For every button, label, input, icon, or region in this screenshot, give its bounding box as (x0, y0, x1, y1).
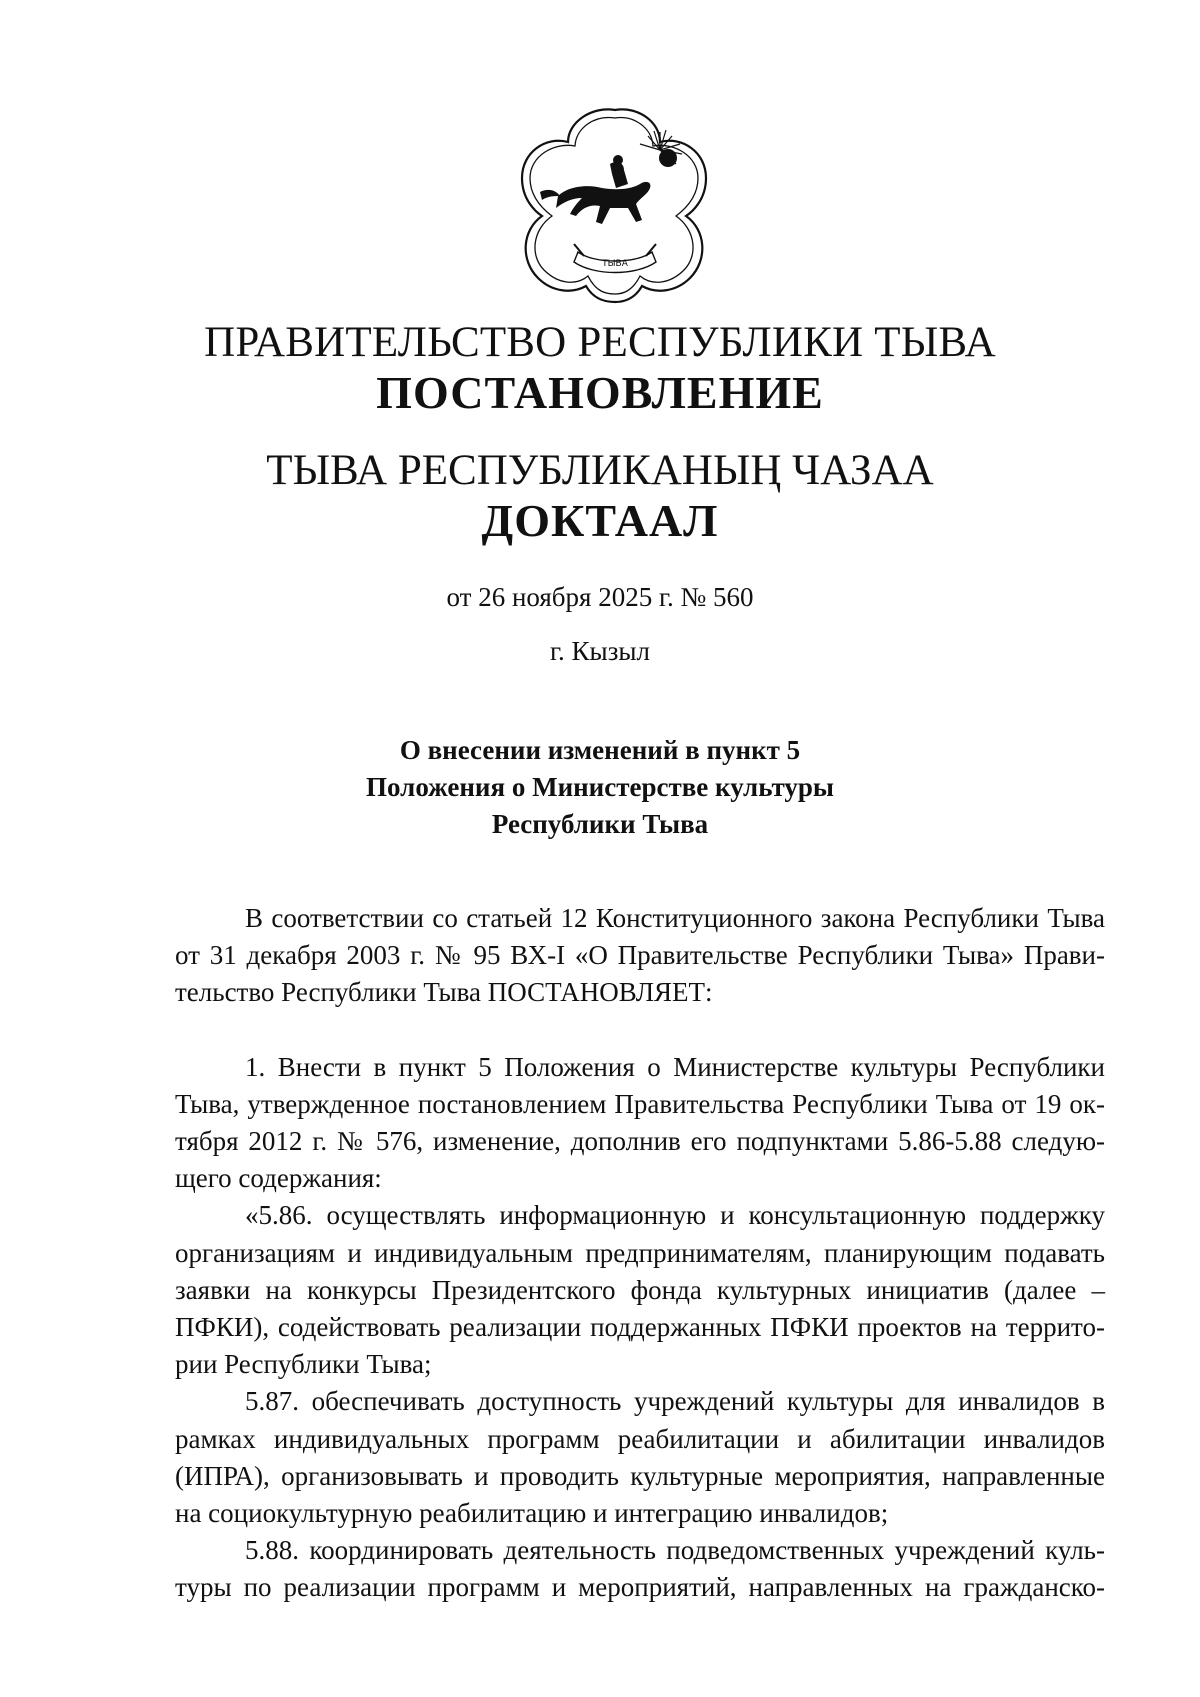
text-line: рии Республики Тыва; (175, 1349, 432, 1380)
act-type-tv: ДОКТААЛ (481, 495, 719, 546)
text-line: (ИПРА), организовывать и проводить культурные мероприятия, направленные (175, 1460, 1105, 1491)
text-line: на социокультурную реабилитацию и интеграцию инвалидов; (175, 1498, 889, 1529)
act-type-ru: ПОСТАНОВЛЕНИЕ (376, 367, 824, 418)
subitem-5-86-paragraph (175, 1197, 1105, 1383)
city: г. Кызыл (550, 636, 650, 666)
government-name-ru: ПРАВИТЕЛЬСТВО РЕСПУБЛИКИ ТЫВА (204, 319, 996, 366)
text-line: щего содержания: (175, 1163, 382, 1194)
text-line: туры по реализации программ и мероприятий, направленных на гражданско- (175, 1572, 1105, 1603)
preamble-paragraph (175, 900, 1105, 1012)
date-and-number: от 26 ноября 2025 г. № 560 (446, 582, 754, 612)
text-line: заявки на конкурсы Президентского фонда культурных инициатив (далее – (175, 1274, 1105, 1305)
text-line: организациям и индивидуальным предпринимателям, планирующим подавать (175, 1237, 1105, 1268)
text-line: «5.86. осуществлять информационную и консультационную поддержку (245, 1200, 1105, 1231)
text-line: Тыва, утвержденное постановлением Правительства Республики Тыва от 19 ок- (175, 1088, 1105, 1119)
text-line: тельство Республики Тыва ПОСТАНОВЛЯЕТ: (175, 977, 713, 1008)
title-line: О внесении изменений в пункт 5 (399, 735, 801, 765)
text-line: В соответствии со статьей 12 Конституционного закона Республики Тыва (245, 903, 1105, 933)
government-name-tv: ТЫВА РЕСПУБЛИКАНЫҢ ЧАЗАА (266, 447, 934, 494)
text-line: 1. Внести в пункт 5 Положения о Министерстве культуры Республики (245, 1051, 1105, 1082)
subitem-5-87-paragraph (175, 1383, 1105, 1532)
title-line: Республики Тыва (491, 809, 709, 839)
text-line: 5.88. координировать деятельность подведомственных учреждений куль- (245, 1535, 1105, 1566)
text-line: ПФКИ), содействовать реализации поддержанных ПФКИ проектов на террито- (175, 1312, 1105, 1343)
text-line: рамках индивидуальных программ реабилитации и абилитации инвалидов (175, 1423, 1105, 1454)
emblem-ribbon-text: ТЫВА (602, 259, 628, 269)
item-1-paragraph (175, 1049, 1105, 1198)
coat-of-arms-emblem (510, 104, 720, 304)
text-line: тября 2012 г. № 576, изменение, дополнив его подпунктами 5.86-5.88 следую- (175, 1126, 1105, 1157)
text-line: 5.87. обеспечивать доступность учреждений культуры для инвалидов в (245, 1386, 1105, 1417)
subitem-5-88-paragraph (175, 1532, 1105, 1606)
text-line: от 31 декабря 2003 г. № 95 ВХ-I «О Правительстве Республики Тыва» Прави- (175, 940, 1105, 971)
title-line: Положения о Министерстве культуры (366, 772, 834, 802)
document-body (175, 900, 1105, 1607)
document-title (0, 732, 1200, 843)
